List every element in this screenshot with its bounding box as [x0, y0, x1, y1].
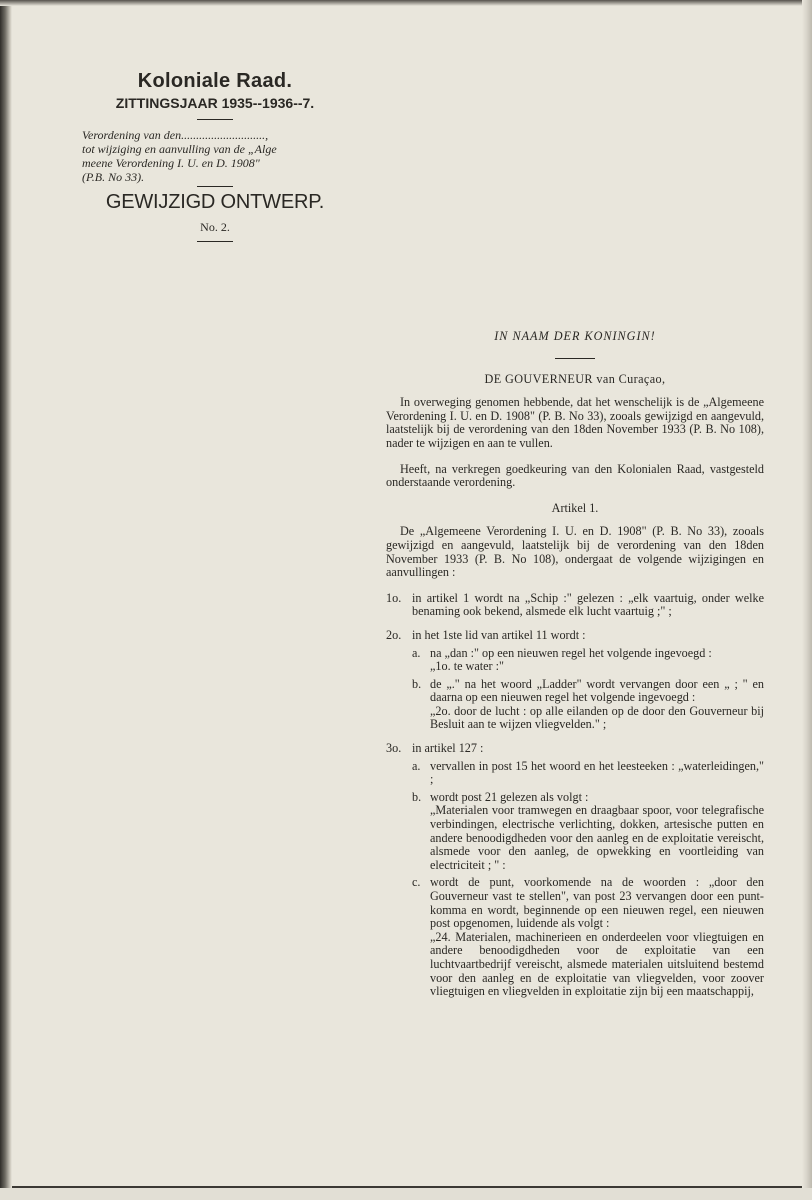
article-heading: Artikel 1.	[551, 500, 599, 515]
sub-letter: c.	[412, 875, 421, 890]
item-content	[412, 742, 764, 999]
item-text: in artikel 127 :	[412, 741, 484, 756]
sub-text: de „." na het woord „Ladder" wordt vervangen door een „ ; " en daarna op een nieuwen regel het volgende ingevoegd :	[430, 676, 764, 705]
item-text: in artikel 1 wordt na „Schip :" gelezen : „elk vaartuig, onder welke benaming ook bekend, alsmede elk lucht vaartuig ;" ;	[412, 590, 764, 619]
sub-content	[430, 678, 764, 732]
subject-text	[80, 128, 350, 184]
sub-text: vervallen in post 15 het woord en het leesteeken : „waterleidingen," ;	[430, 758, 764, 787]
sub-letter: b.	[412, 676, 422, 691]
sub-content	[430, 647, 764, 674]
sub-item	[412, 645, 764, 674]
motto: IN NAAM DER KONINGIN!	[494, 329, 656, 343]
session-year: ZITTINGSJAAR 1935--1936--7.	[115, 95, 315, 111]
sub-item	[412, 676, 764, 732]
sub-content	[430, 791, 764, 873]
sub-list	[412, 647, 764, 733]
item-number: 2o.	[386, 627, 402, 642]
page-binding-edge	[0, 0, 12, 1200]
item-number: 3o.	[386, 741, 402, 756]
sub-quote: „Materialen voor tramwegen en draagbaar spoor, voor telegrafische verbindingen, electrische verlichting, dokken, artesische putten en andere benoodigdheden voor den aanleg en de exploitatie vereischt, alsmede voor den aanleg, de opwekking en voortleiding van electriciteit ; " :	[430, 803, 764, 872]
document-number: No. 2.	[200, 220, 230, 234]
sub-item	[412, 875, 764, 999]
list-item	[386, 742, 764, 999]
article-paragraph: De „Algemeene Verordening I. U. en D. 1908" (P. B. No 33), zooals gewijzigd en aangevuld, laatstelijk bij de verordening van den 18den November 1933 (P. B. No 108), ondergaat de volgende wijzigingen en aanvullingen :	[386, 524, 764, 580]
sub-item	[412, 789, 764, 873]
item-text: in het 1ste lid van artikel 11 wordt :	[412, 627, 586, 642]
draft-title: GEWIJZIGD ONTWERP.	[105, 191, 325, 213]
subject-line: tot wijziging en aanvulling van de „Alge	[82, 142, 277, 156]
sub-item	[412, 758, 764, 787]
header-rule	[197, 119, 233, 120]
document-header	[80, 70, 350, 242]
sub-quote: „24. Materialen, machinerieen en onderdeelen voor vliegtuigen en andere benoodigdheden voor de exploitatie van een luchtvaartbedrijf vereischt, alsmede materialen uitsluitend bestemd voor den aanleg en de exploitatie van vliegvelden, voor zoover vliegtuigen en vliegvelden in exploitatie zijn bij een maatschappij,	[430, 929, 764, 999]
subject-line: (P.B. No 33).	[82, 170, 145, 184]
sub-text: wordt post 21 gelezen als volgt :	[430, 789, 589, 804]
sub-quote: „2o. door de lucht : op alle eilanden op de door den Gouverneur bij Besluit aan te wijzen vliegvelden." ;	[430, 703, 764, 732]
subject-line: meene Verordening I. U. en D. 1908"	[82, 156, 260, 170]
item-number: 1o.	[386, 590, 402, 605]
enactment-paragraph: Heeft, na verkregen goedkeuring van den Kolonialen Raad, vastgesteld onderstaande verordening.	[386, 461, 764, 490]
number-rule	[197, 241, 233, 242]
sub-letter: a.	[412, 645, 421, 660]
page-top-edge	[0, 0, 812, 6]
document-body	[386, 330, 764, 1009]
sub-quote: „1o. te water :"	[430, 659, 505, 674]
sub-letter: a.	[412, 758, 421, 773]
page-right-edge	[802, 0, 812, 1200]
subject-rule	[197, 186, 233, 187]
motto-rule	[555, 358, 595, 359]
preamble-paragraph: In overweging genomen hebbende, dat het wenschelijk is de „Algemeene Verordening I. U. en D. 1908" (P. B. No 33), zooals gewijzigd en aangevuld, laatstelijk bij de verordening van den 18den November 1933 (P. B. No 108), nader te wijzigen en aan te vullen.	[386, 395, 764, 450]
sub-content	[430, 876, 764, 998]
subject-line: Verordening van den............................,	[82, 128, 269, 142]
sub-letter: b.	[412, 789, 422, 804]
sub-list	[412, 760, 764, 999]
list-item	[386, 629, 764, 732]
sub-text: na „dan :" op een nieuwen regel het volgende ingevoegd :	[430, 645, 712, 660]
item-content	[412, 629, 764, 732]
sub-text: wordt de punt, voorkomende na de woorden : „door den Gouverneur vast te stellen", van post 23 vervangen door een punt-komma en wordt, beginnende op een nieuwen regel, een nieuwen post opgenomen, luidende als volgt :	[430, 875, 764, 931]
list-item	[386, 592, 764, 619]
page-bottom-rule	[12, 1186, 802, 1188]
council-name: Koloniale Raad.	[137, 70, 293, 92]
page-bottom-strip	[0, 1188, 812, 1200]
governor-line: DE GOUVERNEUR van Curaçao,	[484, 371, 666, 386]
